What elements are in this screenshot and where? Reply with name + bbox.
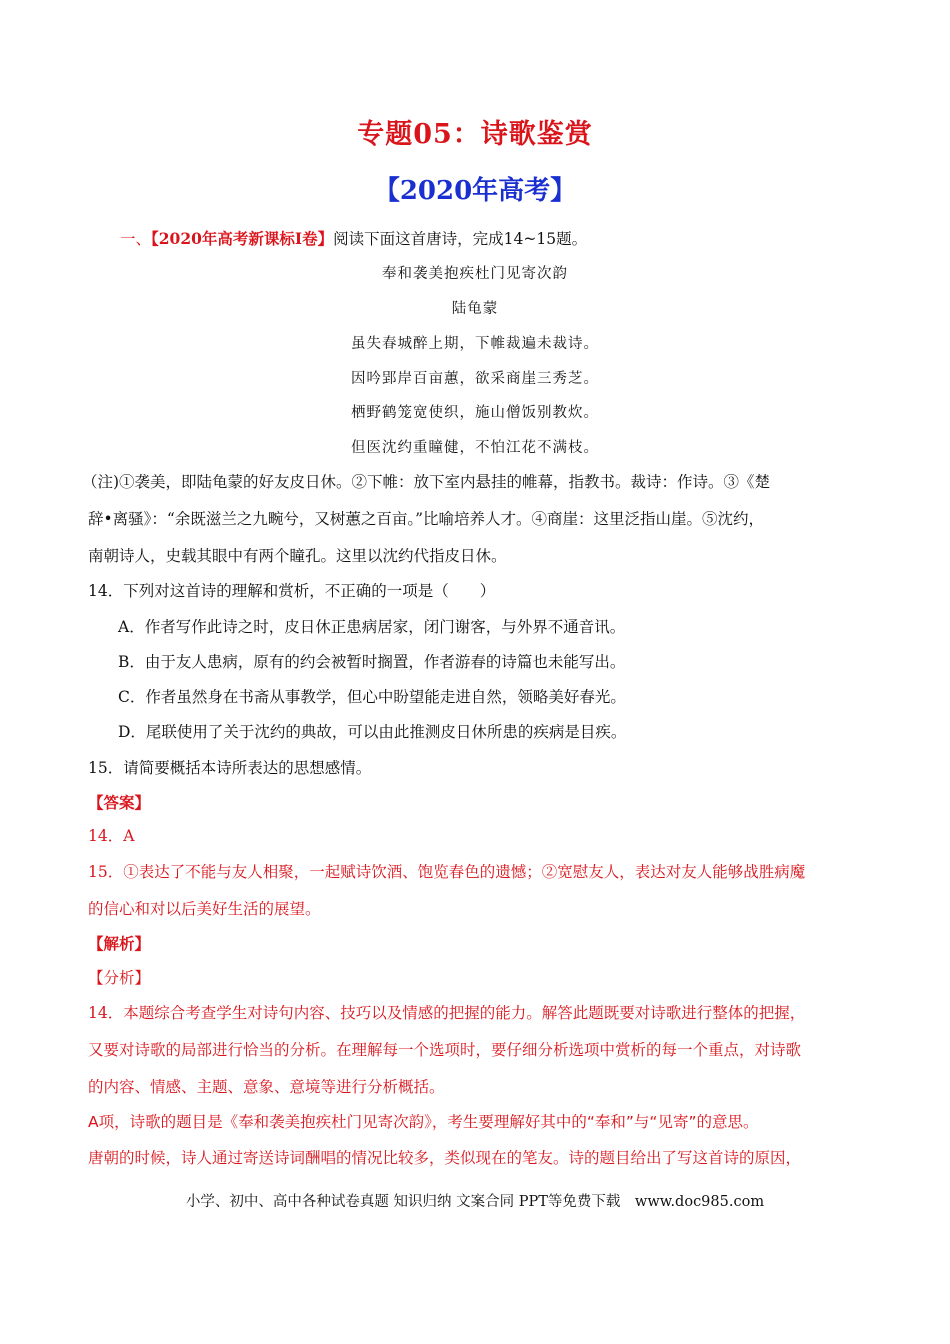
poem-line: 虽失春城醉上期，下帷裁遍未裁诗。 — [351, 336, 599, 352]
page-subtitle: 【2020年高考】 — [373, 176, 577, 206]
option-a: A．作者写作此诗之时，皮日休正患病居家，闭门谢客，与外界不通音讯。 — [118, 618, 626, 636]
option-d: D．尾联使用了关于沈约的典故，可以由此推测皮日休所患的疾病是目疾。 — [118, 723, 627, 741]
notes-line: 辞•离骚》：“余既滋兰之九畹兮，又树蕙之百亩。”比喻培养人才。④商崖：这里泛指山崖。⑤沈约， — [88, 510, 764, 528]
notes-line: 南朝诗人，史载其眼中有两个瞳孔。这里以沈约代指皮日休。 — [88, 547, 507, 565]
poem-author: 陆龟蒙 — [451, 301, 499, 317]
poem-line: 栖野鹤笼宽使织，施山僧饭别教炊。 — [351, 405, 599, 421]
analysis-14-line: 又要对诗歌的局部进行恰当的分析。在理解每一个选项时，要仔细分析选项中赏析的每一个重点，对诗歌 — [88, 1041, 802, 1059]
poem-line: 但医沈约重瞳健，不怕江花不满枝。 — [351, 440, 599, 456]
question-source: 【2020年高考新课标Ⅰ卷】 — [151, 229, 334, 248]
question-15-stem: 15．请简要概括本诗所表达的思想感情。 — [88, 759, 372, 777]
poem-line: 因吟郢岸百亩蕙，欲采商崖三秀芝。 — [351, 371, 599, 387]
answer-heading: 【答案】 — [88, 793, 151, 812]
notes-line: （注)①袭美，即陆龟蒙的好友皮日休。②下帷：放下室内悬挂的帷幕，指教书。裁诗：作诗。③《楚 — [82, 473, 771, 491]
answer-15-line: 的信心和对以后美好生活的展望。 — [88, 900, 321, 918]
analysis-a-line: 唐朝的时候，诗人通过寄送诗词酬唱的情况比较多，类似现在的笔友。诗的题目给出了写这首诗的原因， — [88, 1149, 802, 1167]
option-c: C．作者虽然身在书斋从事教学，但心中盼望能走进自然，领略美好春光。 — [118, 688, 626, 706]
analysis-14-line: 14．本题综合考查学生对诗句内容、技巧以及情感的把握的能力。解答此题既要对诗歌进行整体的把握， — [88, 1004, 806, 1022]
analysis-heading: 【解析】 — [88, 934, 151, 953]
page-footer: 小学、初中、高中各种试卷真题 知识归纳 文案合同 PPT等免费下载 www.doc985.com — [185, 1194, 765, 1210]
question-instruction: 阅读下面这首唐诗，完成14~15题。 — [333, 230, 588, 248]
question-intro — [120, 229, 587, 249]
question-14-stem: 14．下列对这首诗的理解和赏析，不正确的一项是（ ） — [88, 582, 496, 600]
answer-15-line: 15．①表达了不能与友人相聚，一起赋诗饮酒、饱览春色的遗憾；②宽慰友人，表达对友人能够战胜病魔 — [88, 863, 806, 881]
analysis-14-line: 的内容、情感、主题、意象、意境等进行分析概括。 — [88, 1078, 445, 1096]
analysis-subheading: 【分析】 — [88, 969, 151, 987]
analysis-a-line: A项，诗歌的题目是《奉和袭美抱疾杜门见寄次韵》，考生要理解好其中的“奉和”与“见寄”的意思。 — [88, 1113, 759, 1131]
page-title: 专题05：诗歌鉴赏 — [357, 119, 593, 150]
answer-14: 14．A — [88, 827, 135, 845]
option-b: B．由于友人患病，原有的约会被暂时搁置，作者游春的诗篇也未能写出。 — [118, 653, 626, 671]
question-number: 一、 — [120, 230, 152, 248]
poem-title: 奉和袭美抱疾杜门见寄次韵 — [382, 266, 568, 282]
